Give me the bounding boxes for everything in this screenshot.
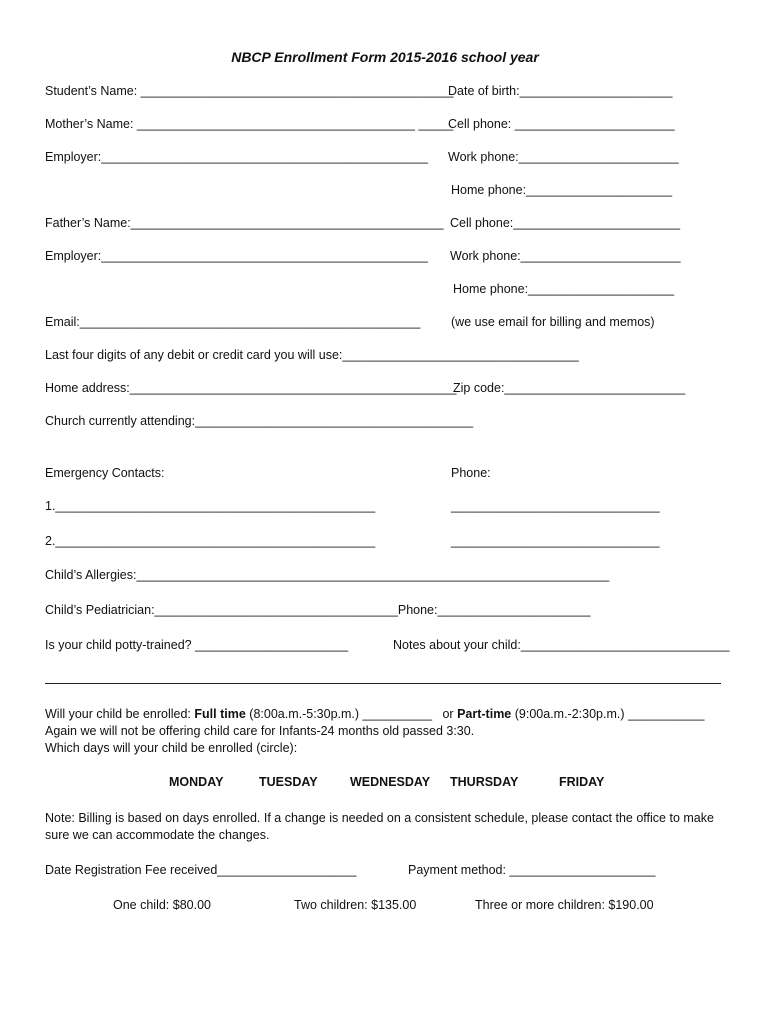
emergency-phone-label: Phone: <box>451 466 491 480</box>
father-work-phone-field[interactable]: Work phone:_______________________ <box>450 249 681 263</box>
day-wednesday[interactable]: WEDNESDAY <box>350 775 431 789</box>
date-of-birth-field[interactable]: Date of birth:______________________ <box>448 84 673 98</box>
days-instruction: Which days will your child be enrolled (circle): <box>45 741 298 755</box>
enrollment-type-line <box>45 707 704 721</box>
mother-home-phone-field[interactable]: Home phone:_____________________ <box>451 183 673 197</box>
full-time-field[interactable]: (8:00a.m.-5:30p.m.) __________ <box>249 707 433 721</box>
emergency-contact-2-field[interactable]: 2.______________________________________________ <box>45 534 376 548</box>
day-monday[interactable]: MONDAY <box>169 775 224 789</box>
church-field[interactable]: Church currently attending:________________________________________ <box>45 414 474 428</box>
part-time-label: Part-time <box>457 707 512 721</box>
full-time-label: Full time <box>194 707 246 721</box>
enrollment-prefix: Will your child be enrolled: <box>45 707 191 721</box>
day-thursday[interactable]: THURSDAY <box>450 775 519 789</box>
emergency-phone-1-field[interactable]: ______________________________ <box>451 499 660 513</box>
mother-name-field[interactable]: Mother’s Name: ________________________________________ _____ <box>45 117 454 131</box>
father-home-phone-field[interactable]: Home phone:_____________________ <box>453 282 675 296</box>
father-cell-phone-field[interactable]: Cell phone:________________________ <box>450 216 681 230</box>
notes-field[interactable]: Notes about your child:______________________________ <box>393 638 730 652</box>
mother-work-phone-field[interactable]: Work phone:_______________________ <box>448 150 679 164</box>
emergency-contacts-label: Emergency Contacts: <box>45 466 165 480</box>
fee-three-or-more: Three or more children: $190.00 <box>475 898 654 912</box>
card-last-four-field[interactable]: Last four digits of any debit or credit card you will use:__________________________________ <box>45 348 579 362</box>
part-time-field[interactable]: (9:00a.m.-2:30p.m.) ___________ <box>514 707 705 721</box>
allergies-field[interactable]: Child’s Allergies:____________________________________________________________________ <box>45 568 610 582</box>
notes-line[interactable] <box>45 683 721 684</box>
emergency-phone-2-field[interactable]: ______________________________ <box>451 534 660 548</box>
zip-code-field[interactable]: Zip code:__________________________ <box>453 381 686 395</box>
mother-employer-field[interactable]: Employer:_______________________________________________ <box>45 150 429 164</box>
infant-notice: Again we will not be offering child care for Infants-24 months old passed 3:30. <box>45 724 475 738</box>
day-tuesday[interactable]: TUESDAY <box>259 775 318 789</box>
billing-note-line-1: Note: Billing is based on days enrolled. If a change is needed on a consistent schedule, please contact the office to make <box>45 811 714 825</box>
day-friday[interactable]: FRIDAY <box>559 775 605 789</box>
payment-method-field[interactable]: Payment method: _____________________ <box>408 863 656 877</box>
form-title: NBCP Enrollment Form 2015-2016 school year <box>231 49 539 65</box>
registration-fee-date-field[interactable]: Date Registration Fee received____________________ <box>45 863 357 877</box>
fee-two-children: Two children: $135.00 <box>294 898 417 912</box>
father-name-field[interactable]: Father’s Name:_____________________________________________ <box>45 216 444 230</box>
email-note: (we use email for billing and memos) <box>451 315 655 329</box>
student-name-field[interactable]: Student’s Name: _____________________________________________ <box>45 84 454 98</box>
mother-cell-phone-field[interactable]: Cell phone: _______________________ <box>448 117 675 131</box>
email-field[interactable]: Email:_________________________________________________ <box>45 315 421 329</box>
home-address-field[interactable]: Home address:_______________________________________________ <box>45 381 457 395</box>
or-text: or <box>442 707 454 721</box>
potty-trained-field[interactable]: Is your child potty-trained? ______________________ <box>45 638 349 652</box>
fee-one-child: One child: $80.00 <box>113 898 211 912</box>
father-employer-field[interactable]: Employer:_______________________________________________ <box>45 249 429 263</box>
emergency-contact-1-field[interactable]: 1.______________________________________________ <box>45 499 376 513</box>
billing-note-line-2: sure we can accommodate the changes. <box>45 828 270 842</box>
pediatrician-field[interactable]: Child’s Pediatrician:___________________________________Phone:______________________ <box>45 603 591 617</box>
